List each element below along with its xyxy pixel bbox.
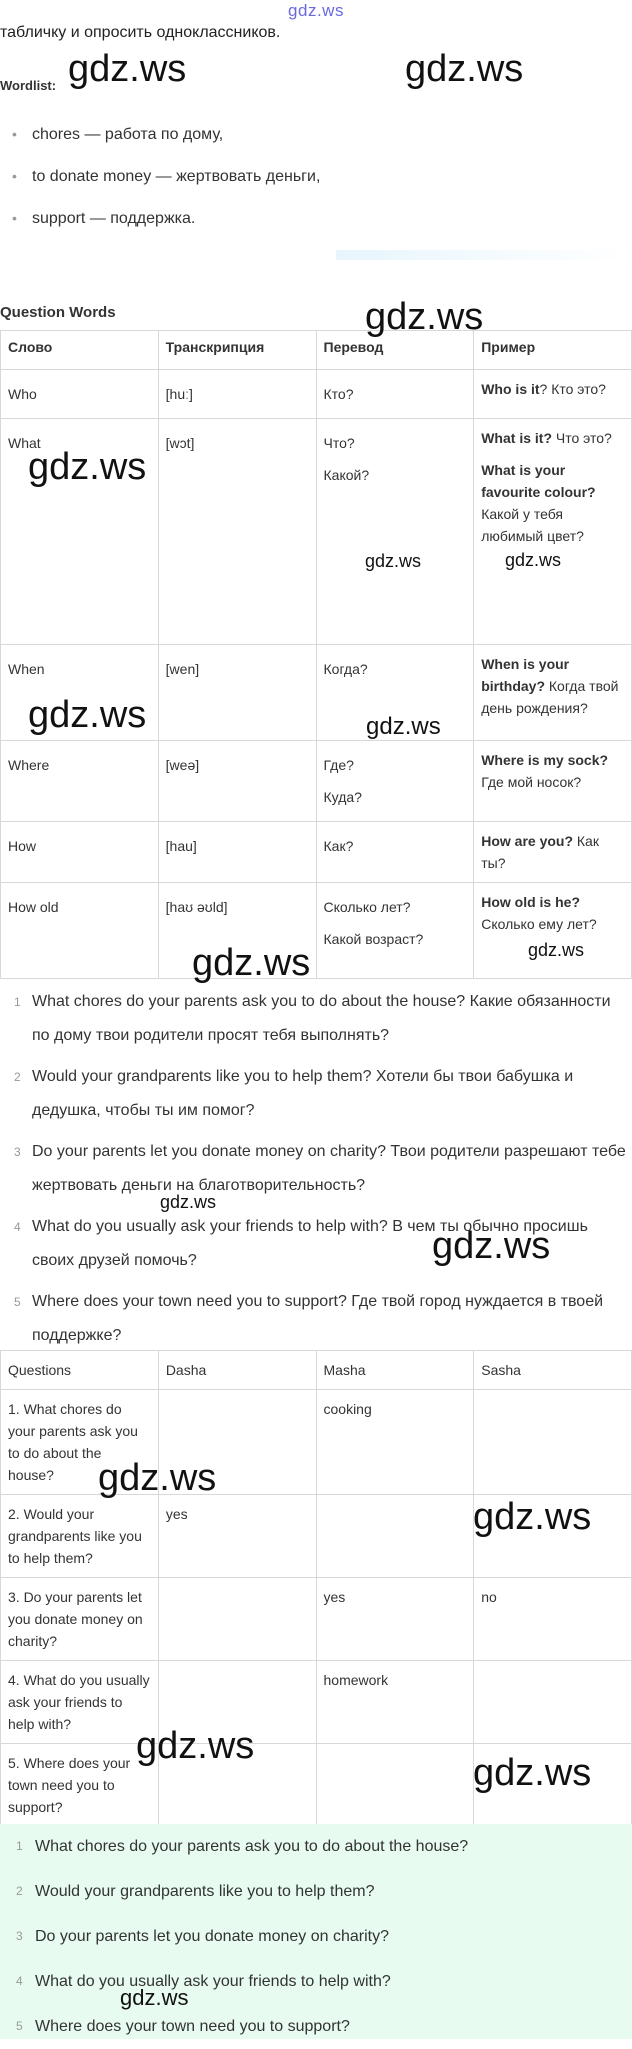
example-russian: Где мой носок? bbox=[481, 774, 582, 790]
watermark: gdz.ws bbox=[528, 940, 585, 960]
answer-item bbox=[0, 2004, 632, 2049]
watermark: gdz.ws bbox=[28, 694, 147, 736]
table-row bbox=[1, 370, 632, 419]
translation-text: Какой возраст? bbox=[323, 931, 424, 947]
wordlist-item: • support — поддержка. bbox=[12, 210, 320, 252]
word-cell: What bbox=[1, 419, 159, 645]
example-english: What is it? bbox=[481, 430, 552, 446]
translation-text: Когда? bbox=[323, 661, 368, 677]
answer-text: Would your grandparents like you to help them? bbox=[35, 1883, 375, 1900]
question-number: 1 bbox=[14, 995, 21, 1009]
translation-text: Какой? bbox=[323, 467, 370, 483]
survey-answer-cell: yes bbox=[158, 1495, 316, 1578]
example-russian: Когда твой день рождения? bbox=[481, 678, 619, 716]
watermark: gdz.ws bbox=[405, 48, 524, 90]
survey-answer-cell bbox=[316, 1744, 474, 1827]
table-row bbox=[1, 1661, 632, 1744]
survey-answer-cell bbox=[474, 1661, 632, 1744]
table-row bbox=[1, 1578, 632, 1661]
translation-cell bbox=[316, 370, 474, 419]
table-header-row bbox=[1, 1351, 632, 1390]
table-row bbox=[1, 1390, 632, 1495]
example-russian: Сколько ему лет? bbox=[481, 916, 597, 932]
answer-text: What do you usually ask your friends to help with? bbox=[35, 1973, 391, 1990]
example-text bbox=[481, 830, 624, 874]
survey-answer-cell bbox=[316, 1495, 474, 1578]
example-text bbox=[481, 459, 624, 547]
wordlist-heading: Wordlist: bbox=[0, 78, 57, 93]
word-cell: When bbox=[1, 645, 159, 741]
translation-text: Что? bbox=[323, 435, 355, 451]
answer-text: Do your parents let you donate money on charity? bbox=[35, 1928, 389, 1945]
survey-question-cell: 5. Where does your town need you to support? bbox=[1, 1744, 159, 1827]
question-text: Would your grandparents like you to help them? Хотели бы твои бабушка и дедушка, чтобы ты им помог? bbox=[32, 1068, 574, 1119]
survey-answer-cell: homework bbox=[316, 1661, 474, 1744]
question-list bbox=[0, 985, 632, 1360]
example-russian: ? Кто это? bbox=[539, 381, 606, 397]
watermark: gdz.ws bbox=[432, 1225, 551, 1267]
translation-cell bbox=[316, 741, 474, 822]
transcription-cell: [wen] bbox=[158, 645, 316, 741]
table-row bbox=[1, 822, 632, 883]
column-header: Транскрипция bbox=[158, 331, 316, 370]
translation-text: Куда? bbox=[323, 789, 362, 805]
transcription-cell: [wɔt] bbox=[158, 419, 316, 645]
column-header: Пример bbox=[474, 331, 632, 370]
example-english: Who is it bbox=[481, 381, 540, 397]
answer-text: Where does your town need you to support? bbox=[35, 2018, 350, 2035]
survey-answer-cell: yes bbox=[316, 1578, 474, 1661]
watermark: gdz.ws bbox=[98, 1457, 217, 1499]
translation-text: Где? bbox=[323, 757, 354, 773]
transcription-cell: [weə] bbox=[158, 741, 316, 822]
example-russian: Как ты? bbox=[481, 833, 599, 871]
column-header: Перевод bbox=[316, 331, 474, 370]
answer-number: 1 bbox=[16, 1839, 23, 1853]
table-header-row bbox=[1, 331, 632, 370]
answer-item bbox=[0, 1959, 632, 2004]
question-text: What do you usually ask your friends to help with? В чем ты обычно просишь своих друзей помочь? bbox=[32, 1218, 588, 1269]
translation-text: Кто? bbox=[323, 386, 354, 402]
transcription-cell: [hau] bbox=[158, 822, 316, 883]
example-cell bbox=[474, 370, 632, 419]
survey-answer-cell bbox=[474, 1390, 632, 1495]
survey-answer-cell: cooking bbox=[316, 1390, 474, 1495]
question-words-title: Question Words bbox=[0, 304, 116, 321]
example-english: Where is my sock? bbox=[481, 752, 609, 768]
watermark: gdz.ws bbox=[365, 296, 484, 338]
watermark: gdz.ws bbox=[365, 551, 422, 571]
answer-item bbox=[0, 1914, 632, 1959]
column-header: Dasha bbox=[158, 1351, 316, 1390]
question-item bbox=[0, 1285, 632, 1353]
translation-text: Сколько лет? bbox=[323, 899, 411, 915]
word-cell: Where bbox=[1, 741, 159, 822]
watermark: gdz.ws bbox=[473, 1752, 592, 1794]
question-item bbox=[0, 1135, 632, 1203]
word-cell: How old bbox=[1, 883, 159, 979]
survey-answer-cell: no bbox=[474, 1578, 632, 1661]
example-cell bbox=[474, 741, 632, 822]
question-number: 3 bbox=[14, 1145, 21, 1159]
question-item bbox=[0, 1060, 632, 1128]
example-text bbox=[481, 378, 624, 400]
example-text bbox=[481, 427, 624, 449]
transcription-cell: [haʊ əʊld] bbox=[158, 883, 316, 979]
faded-banner bbox=[336, 250, 632, 260]
example-english: How are you? bbox=[481, 833, 574, 849]
wordlist-item: • chores — работа по дому, bbox=[12, 126, 320, 168]
example-cell bbox=[474, 645, 632, 741]
answer-number: 3 bbox=[16, 1929, 23, 1943]
watermark: gdz.ws bbox=[160, 1192, 217, 1212]
example-text bbox=[481, 653, 624, 719]
example-text bbox=[481, 749, 624, 793]
example-english: When is your birthday? bbox=[481, 656, 570, 694]
watermark: gdz.ws bbox=[192, 942, 311, 984]
question-number: 4 bbox=[14, 1220, 21, 1234]
question-text: Where does your town need you to support? Где твой город нуждается в твоей поддержке? bbox=[32, 1293, 604, 1344]
answer-block bbox=[0, 1824, 632, 2039]
example-cell bbox=[474, 822, 632, 883]
example-russian: Какой у тебя любимый цвет? bbox=[481, 506, 584, 544]
watermark: gdz.ws bbox=[68, 48, 187, 90]
site-logo[interactable]: gdz.ws bbox=[288, 1, 344, 20]
column-header: Слово bbox=[1, 331, 159, 370]
survey-question-cell: 3. Do your parents let you donate money on charity? bbox=[1, 1578, 159, 1661]
wordlist-item: • to donate money — жертвовать деньги, bbox=[12, 168, 320, 210]
question-words-table bbox=[0, 330, 632, 979]
question-number: 2 bbox=[14, 1070, 21, 1084]
column-header: Sasha bbox=[474, 1351, 632, 1390]
table-row bbox=[1, 883, 632, 979]
watermark: gdz.ws bbox=[28, 446, 147, 488]
survey-answer-cell bbox=[158, 1578, 316, 1661]
answer-number: 4 bbox=[16, 1974, 23, 1988]
translation-text: Как? bbox=[323, 838, 354, 854]
answer-item bbox=[0, 1824, 632, 1869]
question-text: Do your parents let you donate money on charity? Твои родители разрешают тебе жертвовать деньги на благотворительность? bbox=[32, 1143, 626, 1194]
example-cell bbox=[474, 419, 632, 645]
column-header: Questions bbox=[1, 1351, 159, 1390]
wordlist bbox=[12, 126, 320, 252]
survey-question-cell: 1. What chores do your parents ask you to do about the house? bbox=[1, 1390, 159, 1495]
survey-question-cell: 2. Would your grandparents like you to help them? bbox=[1, 1495, 159, 1578]
question-text: What chores do your parents ask you to do about the house? Какие обязанности по дому твои родители просят тебя выполнять? bbox=[32, 993, 611, 1044]
intro-text: табличку и опросить одноклассников. bbox=[0, 24, 281, 41]
watermark: gdz.ws bbox=[473, 1496, 592, 1538]
table-row bbox=[1, 741, 632, 822]
translation-cell bbox=[316, 883, 474, 979]
question-number: 5 bbox=[14, 1295, 21, 1309]
example-text bbox=[481, 891, 624, 935]
example-cell bbox=[474, 883, 632, 979]
watermark: gdz.ws bbox=[120, 1985, 189, 2010]
transcription-cell: [huː] bbox=[158, 370, 316, 419]
question-item bbox=[0, 985, 632, 1053]
translation-cell bbox=[316, 419, 474, 645]
example-english: What is your favourite colour? bbox=[481, 462, 596, 500]
word-cell: Who bbox=[1, 370, 159, 419]
translation-cell bbox=[316, 822, 474, 883]
example-english: How old is he? bbox=[481, 894, 580, 910]
watermark: gdz.ws bbox=[505, 550, 562, 570]
column-header: Masha bbox=[316, 1351, 474, 1390]
survey-question-cell: 4. What do you usually ask your friends to help with? bbox=[1, 1661, 159, 1744]
answer-number: 5 bbox=[16, 2019, 23, 2033]
example-russian: Что это? bbox=[552, 430, 612, 446]
word-cell: How bbox=[1, 822, 159, 883]
watermark: gdz.ws bbox=[136, 1725, 255, 1767]
answer-text: What chores do your parents ask you to do about the house? bbox=[35, 1838, 469, 1855]
answer-number: 2 bbox=[16, 1884, 23, 1898]
answer-item bbox=[0, 1869, 632, 1914]
watermark: gdz.ws bbox=[366, 713, 441, 740]
